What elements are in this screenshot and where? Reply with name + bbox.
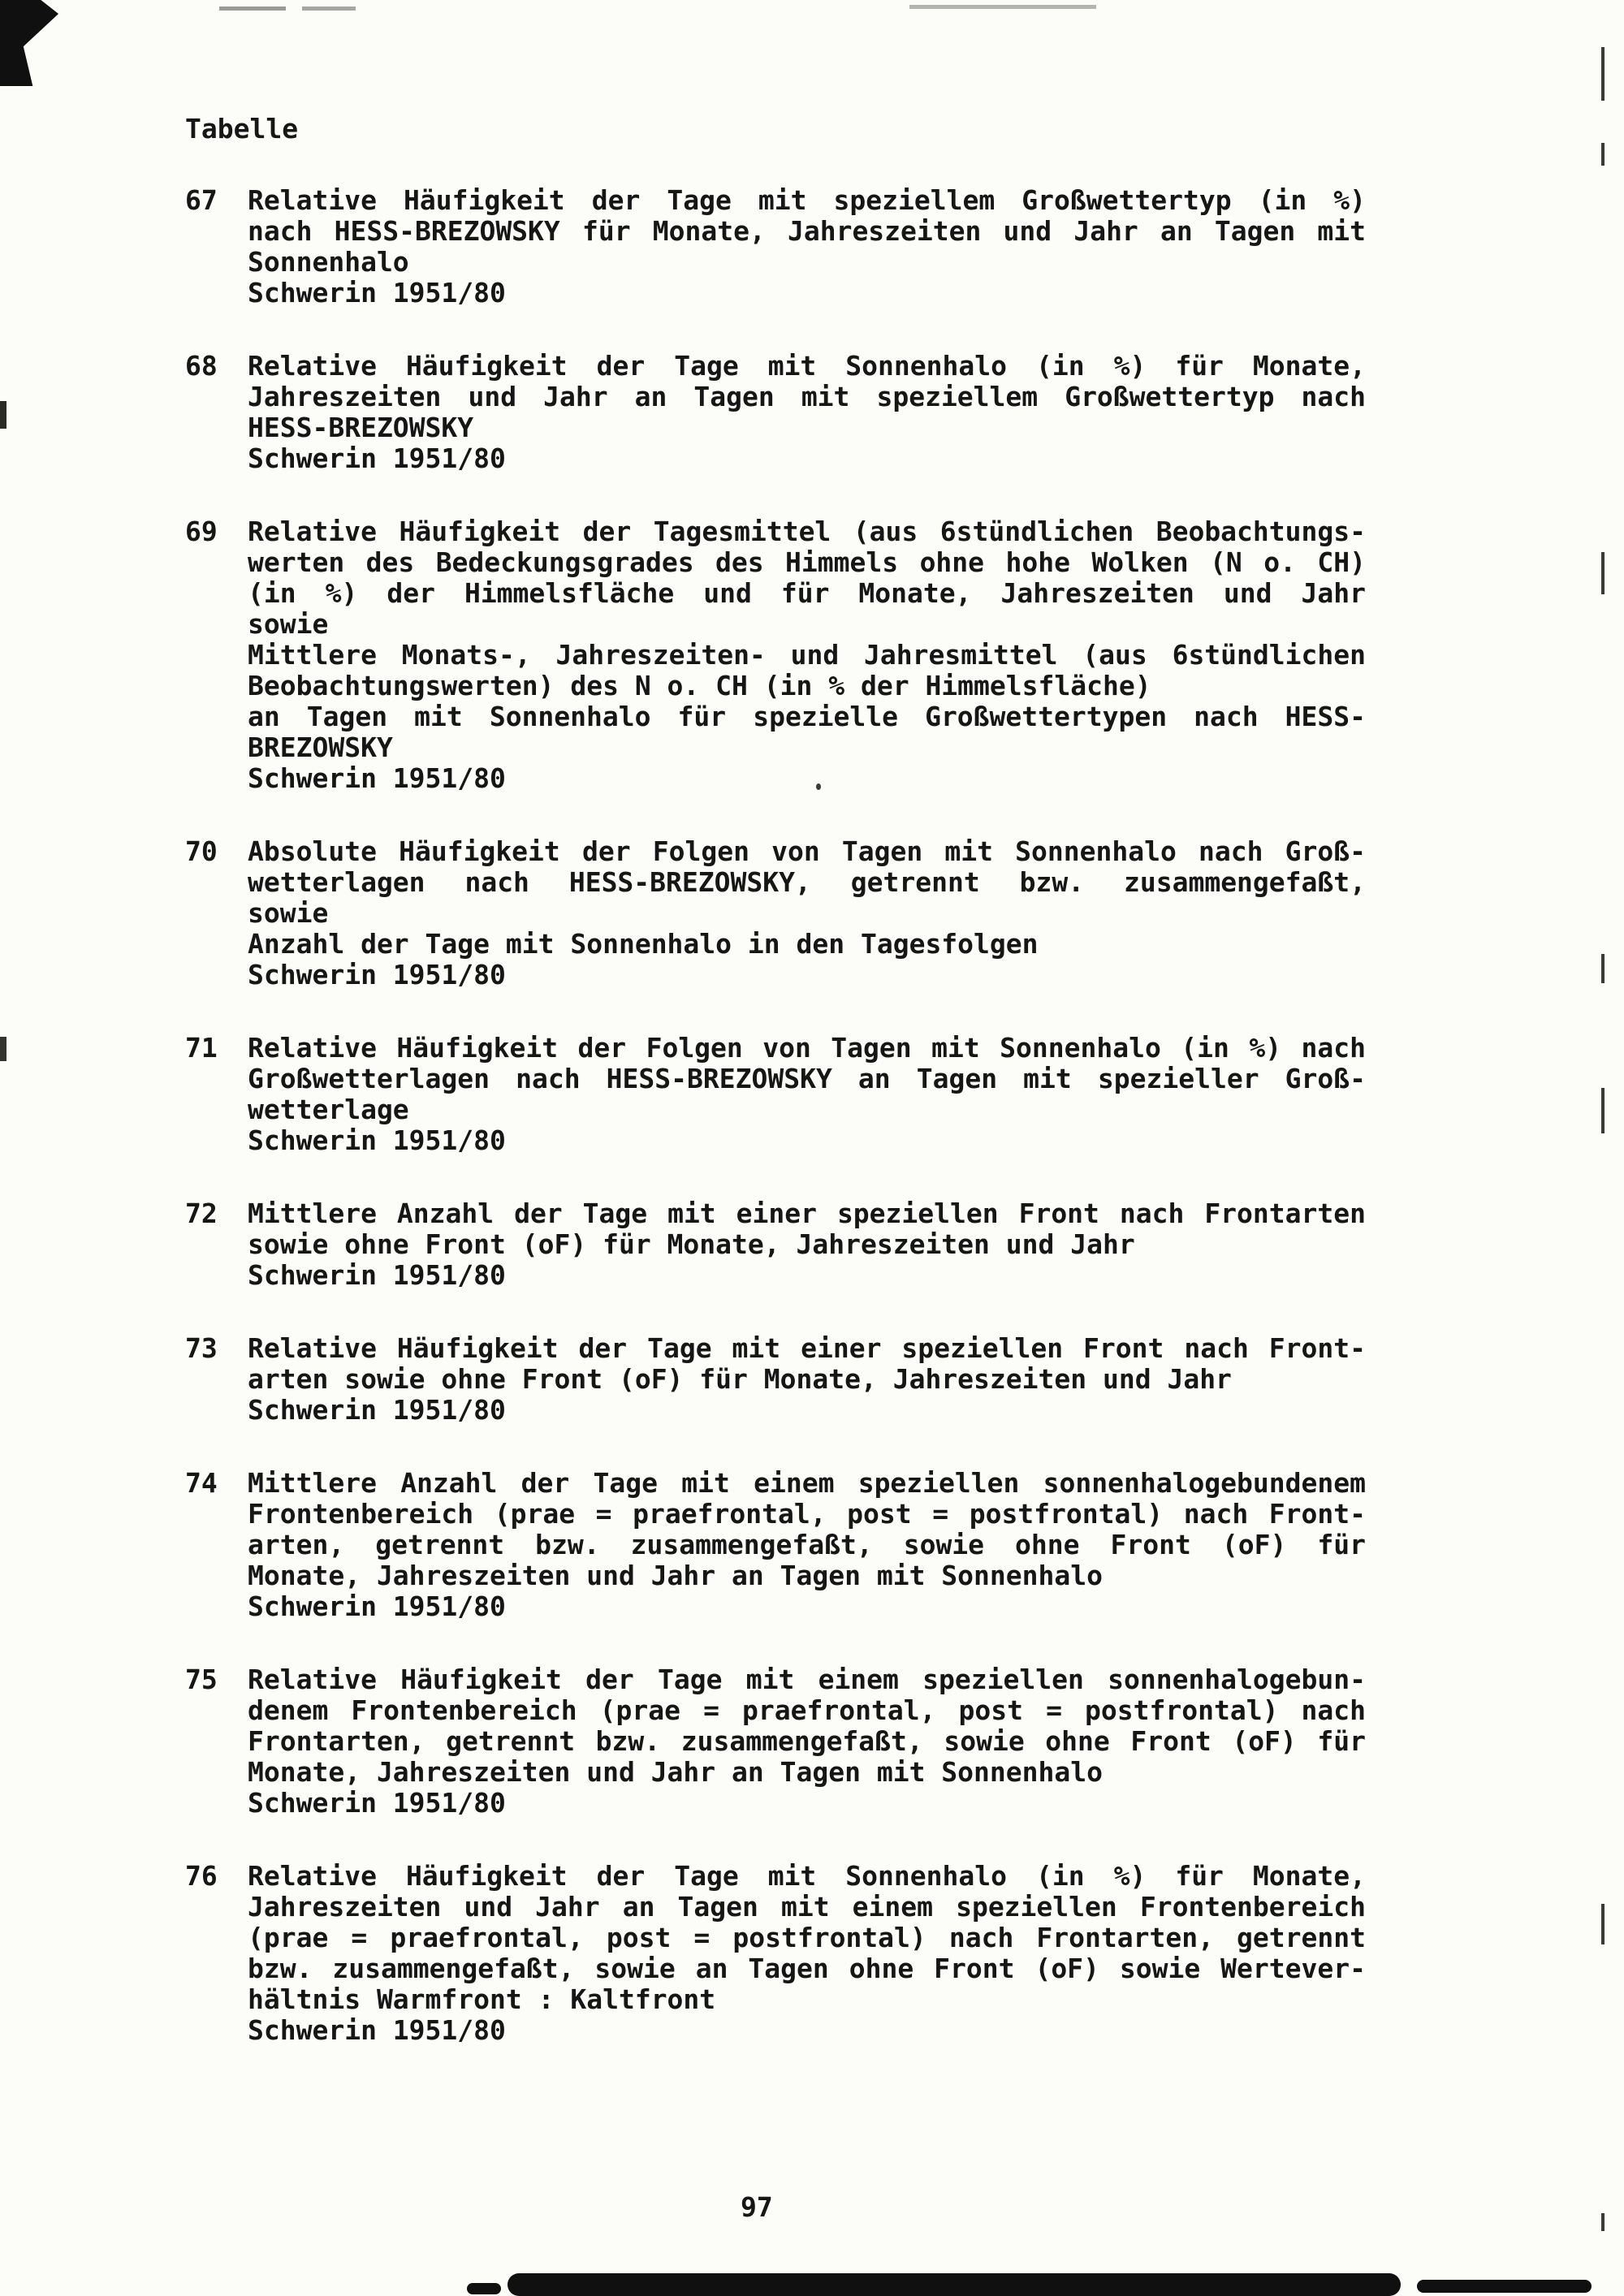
entry-line: Schwerin 1951/80 <box>248 442 506 474</box>
entry-line: Monate, Jahreszeiten und Jahr an Tagen mit Sonnenhalo <box>248 1560 1103 1591</box>
page-heading: Tabelle <box>185 113 299 145</box>
entry-number: 68 <box>185 350 218 382</box>
entry-line: Relative Häufigkeit der Tage mit speziellem Großwettertyp (in %) <box>248 184 1366 216</box>
entry-line: (prae = praefrontal, post = postfrontal) nach Frontarten, getrennt <box>248 1922 1366 1953</box>
entry-text <box>248 1861 1366 2046</box>
entry-text <box>248 1468 1366 1622</box>
scan-artifact-left-mark <box>0 401 6 429</box>
entry-line: Mittlere Monats-, Jahreszeiten- und Jahresmittel (aus 6stündlichen <box>248 639 1366 671</box>
entry-number: 76 <box>185 1860 218 1892</box>
scan-artifact-left-mark <box>0 1037 6 1061</box>
entry-line: an Tagen mit Sonnenhalo für spezielle Großwettertypen nach HESS- <box>248 701 1366 732</box>
entry-line: Mittlere Anzahl der Tage mit einem speziellen sonnenhalogebundenem <box>248 1467 1366 1499</box>
table-entry <box>185 1198 1403 1291</box>
scan-artifact-bottom-bar <box>508 2273 1401 2296</box>
table-entry <box>185 185 1403 309</box>
entry-line: Frontarten, getrennt bzw. zusammengefaßt, sowie ohne Front (oF) für <box>248 1725 1366 1757</box>
entry-text <box>248 836 1366 990</box>
page-number: 97 <box>741 2191 773 2223</box>
entry-line: sowie ohne Front (oF) für Monate, Jahreszeiten und Jahr <box>248 1228 1135 1260</box>
entry-number: 72 <box>185 1198 218 1229</box>
entry-text <box>248 1664 1366 1819</box>
scan-artifact-right-tick <box>1601 954 1605 983</box>
entry-line: Jahreszeiten und Jahr an Tagen mit einem speziellen Frontenbereich <box>248 1891 1366 1923</box>
entry-line: bzw. zusammengefaßt, sowie an Tagen ohne Front (oF) sowie Wertever- <box>248 1953 1366 1984</box>
entry-number: 73 <box>185 1332 218 1364</box>
entry-line: arten, getrennt bzw. zusammengefaßt, sowie ohne Front (oF) für <box>248 1529 1366 1560</box>
table-entry <box>185 1333 1403 1426</box>
entry-line: Relative Häufigkeit der Tage mit einer speziellen Front nach Front- <box>248 1332 1366 1364</box>
entry-number: 70 <box>185 835 218 867</box>
entry-text <box>248 1333 1366 1426</box>
entry-line: Schwerin 1951/80 <box>248 277 506 309</box>
entry-line: Schwerin 1951/80 <box>248 2014 506 2046</box>
entry-line: Schwerin 1951/80 <box>248 1787 506 1819</box>
entry-line: Monate, Jahreszeiten und Jahr an Tagen mit Sonnenhalo <box>248 1756 1103 1788</box>
entry-line: Beobachtungswerten) des N o. CH (in % der Himmelsfläche) <box>248 670 1151 701</box>
scan-artifact-top-dash <box>219 6 286 11</box>
table-list <box>185 185 1403 2046</box>
entry-line: Großwetterlagen nach HESS-BREZOWSKY an Tagen mit spezieller Groß- <box>248 1063 1366 1094</box>
scan-artifact-right-tick <box>1601 552 1605 594</box>
entry-line: Relative Häufigkeit der Tage mit Sonnenhalo (in %) für Monate, <box>248 350 1366 382</box>
table-entry <box>185 1664 1403 1819</box>
entry-line: Relative Häufigkeit der Folgen von Tagen mit Sonnenhalo (in %) nach <box>248 1032 1366 1064</box>
entry-line: wetterlage <box>248 1094 409 1125</box>
scan-artifact-top-dash <box>909 5 1096 9</box>
table-entry <box>185 516 1403 794</box>
entry-number: 69 <box>185 516 218 547</box>
entry-line: Sonnenhalo <box>248 246 409 278</box>
entry-line: Schwerin 1951/80 <box>248 959 506 990</box>
entry-line: nach HESS-BREZOWSKY für Monate, Jahreszeiten und Jahr an Tagen mit <box>248 215 1366 247</box>
table-entry <box>185 351 1403 474</box>
table-entry <box>185 1468 1403 1622</box>
entry-text <box>248 1198 1366 1291</box>
entry-line: Mittlere Anzahl der Tage mit einer speziellen Front nach Frontarten <box>248 1198 1366 1229</box>
entry-line: Schwerin 1951/80 <box>248 1124 506 1156</box>
entry-number: 71 <box>185 1032 218 1064</box>
entry-line: denem Frontenbereich (prae = praefrontal, post = postfrontal) nach <box>248 1694 1366 1726</box>
table-entry <box>185 1861 1403 2046</box>
entry-line: (in %) der Himmelsfläche und für Monate, Jahreszeiten und Jahr <box>248 577 1366 609</box>
table-entry <box>185 1033 1403 1156</box>
entry-text <box>248 185 1366 309</box>
scan-artifact-bottom-blob <box>467 2283 501 2294</box>
table-entry <box>185 836 1403 990</box>
entry-line: Jahreszeiten und Jahr an Tagen mit speziellem Großwettertyp nach <box>248 381 1366 412</box>
entry-text <box>248 516 1366 794</box>
scan-artifact-right-tick <box>1601 1088 1605 1133</box>
scan-artifact-right-tick <box>1601 2213 1605 2231</box>
entry-line: arten sowie ohne Front (oF) für Monate, Jahreszeiten und Jahr <box>248 1363 1232 1395</box>
entry-line: Schwerin 1951/80 <box>248 1394 506 1426</box>
entry-number: 67 <box>185 184 218 216</box>
entry-line: sowie <box>248 608 329 640</box>
entry-line: Schwerin 1951/80 <box>248 762 506 794</box>
entry-text <box>248 351 1366 474</box>
scan-artifact-right-tick <box>1601 1904 1605 1944</box>
entry-number: 74 <box>185 1467 218 1499</box>
scan-artifact-right-tick <box>1601 143 1605 166</box>
entry-line: Absolute Häufigkeit der Folgen von Tagen mit Sonnenhalo nach Groß- <box>248 835 1366 867</box>
entry-line: Relative Häufigkeit der Tage mit einem speziellen sonnenhalogebun- <box>248 1664 1366 1695</box>
entry-text <box>248 1033 1366 1156</box>
entry-line: hältnis Warmfront : Kaltfront <box>248 1983 716 2015</box>
scan-artifact-top-dash <box>302 6 356 11</box>
scan-artifact-corner <box>0 0 58 86</box>
content-area <box>185 114 1403 2088</box>
entry-line: Anzahl der Tage mit Sonnenhalo in den Tagesfolgen <box>248 928 1039 960</box>
entry-line: Schwerin 1951/80 <box>248 1590 506 1622</box>
scan-artifact-bottom-bar <box>1417 2280 1592 2293</box>
scan-artifact-right-tick <box>1601 47 1605 101</box>
entry-line: Schwerin 1951/80 <box>248 1259 506 1291</box>
entry-number: 75 <box>185 1664 218 1695</box>
entry-line: HESS-BREZOWSKY <box>248 412 474 443</box>
entry-line: Frontenbereich (prae = praefrontal, post = postfrontal) nach Front- <box>248 1498 1366 1530</box>
entry-line: BREZOWSKY <box>248 732 393 763</box>
entry-line: wetterlagen nach HESS-BREZOWSKY, getrennt bzw. zusammengefaßt, <box>248 866 1366 898</box>
entry-line: Relative Häufigkeit der Tagesmittel (aus 6stündlichen Beobachtungs- <box>248 516 1366 547</box>
entry-line: sowie <box>248 897 329 929</box>
entry-line: werten des Bedeckungsgrades des Himmels ohne hohe Wolken (N o. CH) <box>248 546 1366 578</box>
entry-line: Relative Häufigkeit der Tage mit Sonnenhalo (in %) für Monate, <box>248 1860 1366 1892</box>
